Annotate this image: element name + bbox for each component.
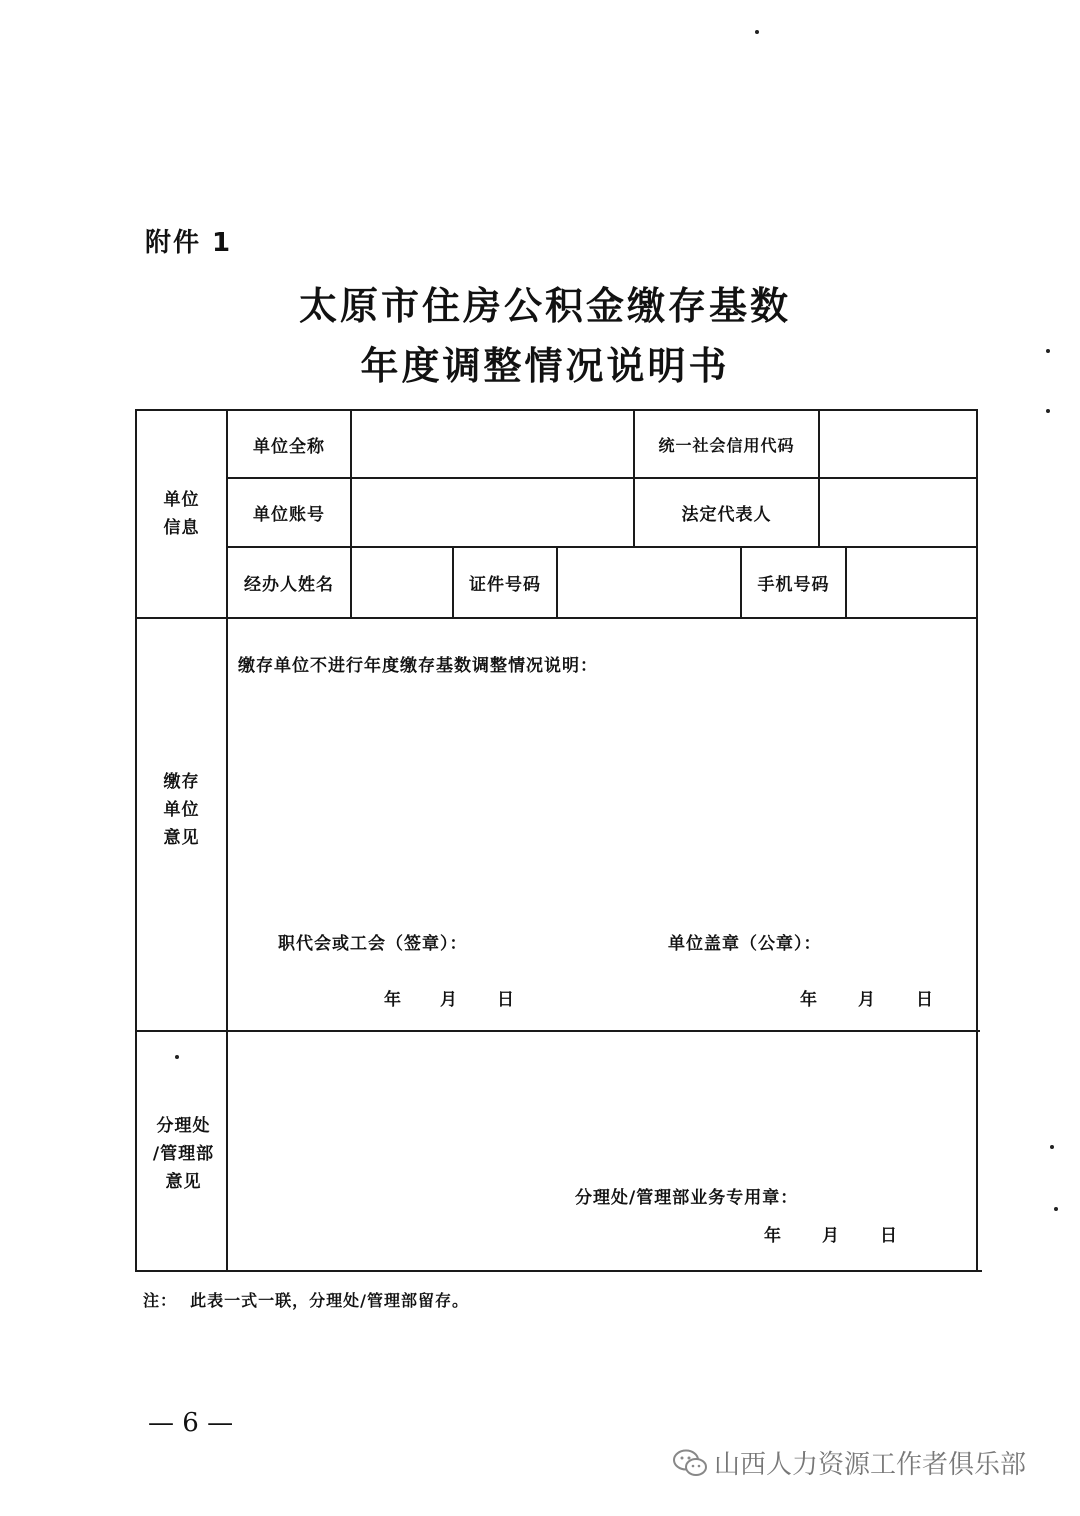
field-credit-code[interactable] — [820, 411, 976, 477]
date-month: 月 — [822, 1226, 840, 1246]
date-day: 日 — [880, 1226, 898, 1246]
scan-speck — [755, 30, 759, 34]
date-day: 日 — [916, 990, 934, 1010]
unit-explanation-area[interactable] — [232, 680, 972, 900]
field-handler-name[interactable] — [352, 548, 452, 617]
form-note: 注： 此表一式一联，分理处/管理部留存。 — [143, 1291, 469, 1310]
document-title-line1: 太原市住房公积金缴存基数 — [298, 283, 791, 328]
label-handler-name: 经办人姓名 — [244, 575, 334, 595]
scan-speck — [1054, 1207, 1058, 1211]
attachment-label: 附件 1 — [145, 228, 233, 258]
field-id-number[interactable] — [558, 548, 740, 617]
label-id-number: 证件号码 — [469, 575, 541, 595]
watermark — [672, 1444, 1026, 1481]
label-unit-full-name: 单位全称 — [253, 436, 325, 457]
table-border-bottom — [137, 1270, 982, 1272]
scan-speck — [1050, 1145, 1054, 1149]
field-legal-rep[interactable] — [820, 479, 976, 546]
scan-speck — [1046, 349, 1050, 353]
date-month: 月 — [858, 990, 876, 1010]
date-month: 月 — [440, 990, 458, 1010]
label-credit-code: 统一社会信用代码 — [658, 435, 795, 455]
watermark-text: 山西人力资源工作者俱乐部 — [714, 1450, 1027, 1480]
section-label-unit-opinion: 缴存 单位 意见 — [163, 772, 200, 848]
branch-seal-label: 分理处/管理部业务专用章： — [575, 1188, 799, 1208]
date-day: 日 — [497, 990, 515, 1010]
wechat-icon — [672, 1448, 708, 1478]
label-phone: 手机号码 — [757, 575, 830, 595]
unit-explanation-label: 缴存单位不进行年度缴存基数调整情况说明： — [238, 656, 598, 676]
document-title-line2: 年度调整情况说明书 — [360, 343, 730, 388]
page-number: — 6 — — [148, 1408, 234, 1438]
field-unit-full-name[interactable] — [352, 411, 633, 477]
scan-speck — [1046, 409, 1050, 413]
table-border-right — [976, 409, 978, 1272]
scan-speck — [175, 1055, 179, 1059]
date-year: 年 — [764, 1226, 782, 1246]
section-label-branch-opinion: 分理处 /管理部 意见 — [152, 1116, 215, 1192]
unit-seal-label: 单位盖章（公章）： — [668, 934, 822, 954]
date-year: 年 — [800, 990, 818, 1010]
field-phone[interactable] — [847, 548, 976, 617]
label-legal-rep: 法定代表人 — [681, 505, 772, 525]
section-divider — [135, 617, 978, 619]
date-year: 年 — [384, 990, 402, 1010]
section-label-unit-info: 单位 信息 — [163, 490, 200, 538]
field-unit-account[interactable] — [352, 479, 633, 546]
branch-opinion-area[interactable] — [232, 1034, 972, 1174]
section-divider — [135, 1030, 980, 1032]
union-sign-label: 职代会或工会（签章）： — [278, 934, 468, 954]
label-unit-account: 单位账号 — [253, 505, 325, 525]
